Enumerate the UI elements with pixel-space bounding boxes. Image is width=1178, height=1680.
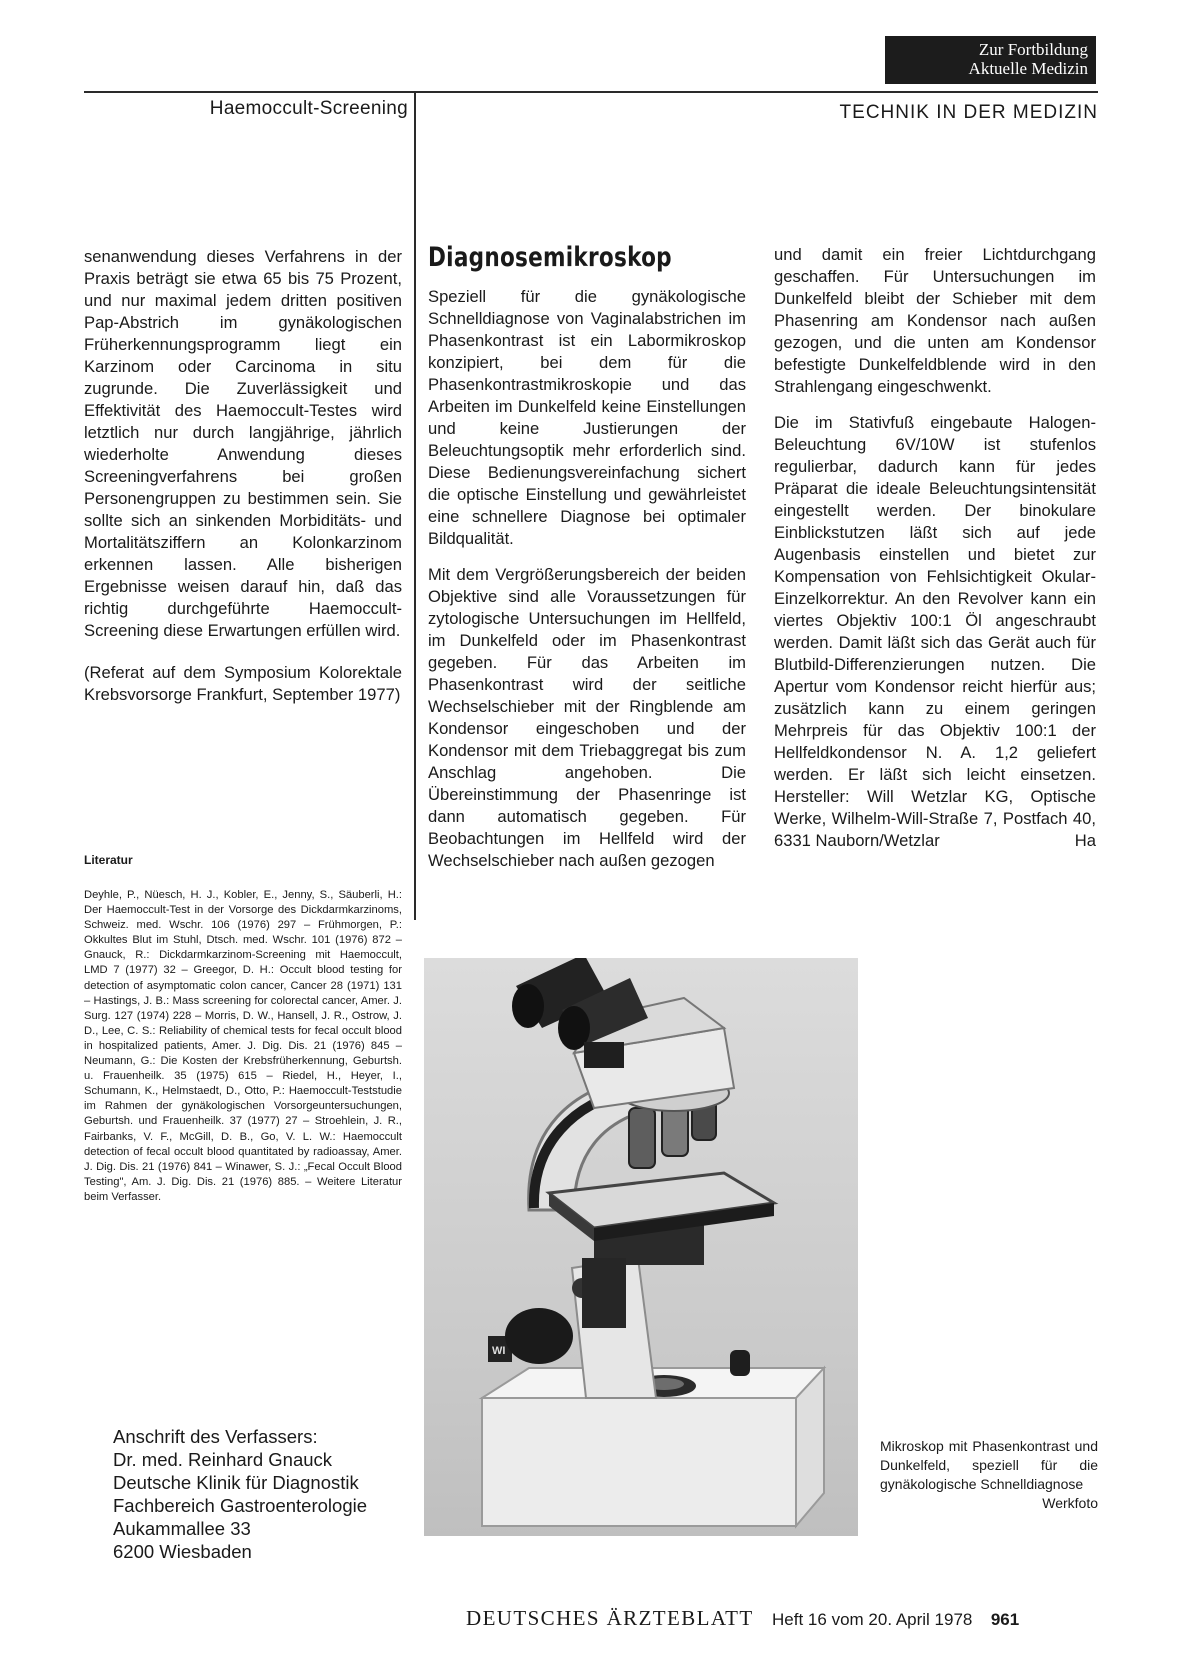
badge-line-1: Zur Fortbildung bbox=[978, 40, 1088, 59]
running-header-left: Haemoccult-Screening bbox=[209, 98, 408, 119]
page-number: 961 bbox=[990, 1610, 1020, 1629]
header-rule bbox=[84, 91, 1098, 93]
figure-caption bbox=[880, 1437, 1098, 1513]
microscope-photo bbox=[424, 958, 858, 1536]
microscope-illustration bbox=[424, 958, 858, 1536]
literature-list: Deyhle, P., Nüesch, H. J., Kobler, E., Jenny, S., Säuberli, H.: Der Haemoccult-Test in der Vorsorge des Dickdarmkarzinoms, Schweiz. med. Wschr. 106 (1976) 297 – Frühmorgen, P.: Okkultes Blut im Stuhl, Dtsch. med. Wschr. 101 (1976) 872 – Gnauck, R.: Dickdarmkarzinom-Screening mit Haemoccult, LMD 7 (1977) 32 – Greegor, D. H.: Occult blood testing for detection of asymptomatic colon cancer, Cancer 28 (1971) 131 – Hastings, J. B.: Mass screening for colorectal cancer, Amer. J. Surg. 127 (1974) 228 – Morris, D. W., Hansell, J. R., Ostrow, J. D., Lee, C. S.: Reliability of chemical tests for fecal occult blood in hospitalized patients, Amer. J. Dig. Dis. 21 (1976) 845 – Neumann, G.: Die Kosten der Krebsfrüherkennung, Geburtsh. u. Frauenheilk. 35 (1975) 615 – Riedel, H., Heyer, I., Schumann, K., Helmstaedt, D., Otto, P.: Haemoccult-Teststudie im Rahmen der gynäkologischen Vorsorgeuntersuchungen, Geburtsh. und Frauenheilk. 37 (1977) 27 – Stroehlein, J. R., Fairbanks, V. F., McGill, D. B., Go, V. L. W.: Haemoccult detection of fecal occult blood quantitated by radioassay, Amer. J. Dig. Dis. 21 (1976) 841 – Winawer, S. J.: „Fecal Occult Blood Testing", Am. J. Dig. Dis. 21 (1976) 885. – Weitere Literatur beim Verfasser. bbox=[84, 889, 402, 1203]
column-2-text bbox=[428, 286, 746, 886]
author-address bbox=[113, 1425, 413, 1563]
badge-line-2: Aktuelle Medizin bbox=[968, 59, 1088, 78]
issue-info: Heft 16 vom 20. April 1978 bbox=[772, 1610, 973, 1629]
author-signature: Ha bbox=[1074, 831, 1096, 850]
column-3-text bbox=[774, 244, 1096, 866]
body-paragraph: Mit dem Vergrößerungsbereich der beiden Objektive sind alle Voraussetzungen für zytologische Untersuchungen im Hellfeld, im Dunkelfeld oder im Phasenkontrast gegeben. Für das Arbeiten im Phasenkontrast wird der seitliche Wechselschieber mit der Ringblende am Kondensor eingeschoben und der Kondensor mit dem Triebaggregat bis zum Anschlag angehoben. Die Übereinstimmung der Phasenringe ist dann automatisch gegeben. Für Beobachtungen im Hellfeld wird der Wechselschieber nach außen gezogen bbox=[428, 565, 746, 870]
column-divider bbox=[414, 93, 416, 920]
address-line: Dr. med. Reinhard Gnauck bbox=[113, 1449, 333, 1470]
journal-name: DEUTSCHES ÄRZTEBLATT bbox=[466, 1606, 754, 1630]
caption-text: Mikroskop mit Phasenkontrast und Dunkelfeld, speziell für die gynäkologische Schnelldiagnose bbox=[880, 1438, 1098, 1492]
address-line: Fachbereich Gastroenterologie bbox=[113, 1495, 368, 1516]
body-paragraph: senanwendung dieses Verfahrens in der Praxis beträgt sie etwa 65 bis 75 Prozent, und nur maximal jedem dritten positiven Pap-Abstrich im gynäkologischen Früherkennungsprogramm liegt ein Karzinom oder Carcinoma in situ zugrunde. Die Zuverlässigkeit und Effektivität des Haemoccult-Testes wird letztlich nur durch langjährige, jährlich wiederholte Anwendung dieses Screeningverfahrens bei großen Personengruppen zu bestimmen sein. Sie sollte sich an sinkenden Morbiditäts- und Mortalitätsziffern an Kolonkarzinom erkennen lassen. Alle bisherigen Ergebnisse weisen darauf hin, daß das richtig durchgeführte Haemoccult-Screening diese Erwartungen erfüllen wird. bbox=[84, 247, 402, 640]
article-title: Diagnosemikroskop bbox=[428, 242, 672, 273]
brand-mark: WI bbox=[492, 1345, 506, 1357]
address-line: Deutsche Klinik für Diagnostik bbox=[113, 1472, 359, 1493]
symposium-note: (Referat auf dem Symposium Kolorektale Krebsvorsorge Frankfurt, September 1977) bbox=[84, 663, 402, 704]
body-paragraph bbox=[774, 412, 1096, 852]
address-line: Aukammallee 33 bbox=[113, 1518, 251, 1539]
address-heading: Anschrift des Verfassers: bbox=[113, 1426, 318, 1447]
body-paragraph: Speziell für die gynäkologische Schnelldiagnose von Vaginalabstrichen im Phasenkontrast ist ein Labormikroskop konzipiert, bei dem für die Phasenkontrastmikroskopie und das Arbeiten im Dunkelfeld keine Einstellungen und keine Justierungen der Beleuchtungsoptik mehr erforderlich sind. Diese Bedienungsvereinfachung sichert die optische Einstellung und gewährleistet eine schnellere Diagnose bei optimaler Bildqualität. bbox=[428, 287, 746, 548]
section-badge bbox=[885, 36, 1096, 84]
body-paragraph: und damit ein freier Lichtdurchgang geschaffen. Für Untersuchungen im Dunkelfeld bleibt der Schieber mit dem Phasenring am Kondensor nach außen gezogen, und die unten am Kondensor befestigte Dunkelfeldblende wird in den Strahlengang eingeschwenkt. bbox=[774, 245, 1096, 396]
running-header-right: TECHNIK IN DER MEDIZIN bbox=[839, 102, 1098, 123]
column-1-text bbox=[84, 246, 402, 720]
literature-heading: Literatur bbox=[84, 853, 133, 867]
manufacturer-paragraph: Die im Stativfuß eingebaute Halogen-Beleuchtung 6V/10W ist stufenlos regulierbar, dadurch kann für jedes Präparat die ideale Beleuchtungsintensität eingestellt werden. Der binokulare Einblickstutzen läßt sich auf jede Augenbasis einstellen und bietet zur Kompensation von Fehlsichtigkeit Okular-Einzelkorrektur. An den Revolver kann ein viertes Objektiv 100:1 Öl angeschraubt werden. Damit läßt sich das Gerät auch für Blutbild-Differenzierungen nutzen. Die Apertur vom Kondensor reicht hierfür aus; zusätzlich kann zu einem geringen Mehrpreis für das Objektiv 100:1 der Hellfeldkondensor N. A. 1,2 geliefert werden. Er läßt sich leicht einsetzen. Hersteller: Will Wetzlar KG, Optische Werke, Wilhelm-Will-Straße 7, Postfach 40, 6331 Nauborn/Wetzlar bbox=[774, 413, 1096, 850]
page-footer bbox=[466, 1606, 1098, 1631]
address-line: 6200 Wiesbaden bbox=[113, 1541, 252, 1562]
photo-credit: Werkfoto bbox=[1042, 1495, 1098, 1511]
